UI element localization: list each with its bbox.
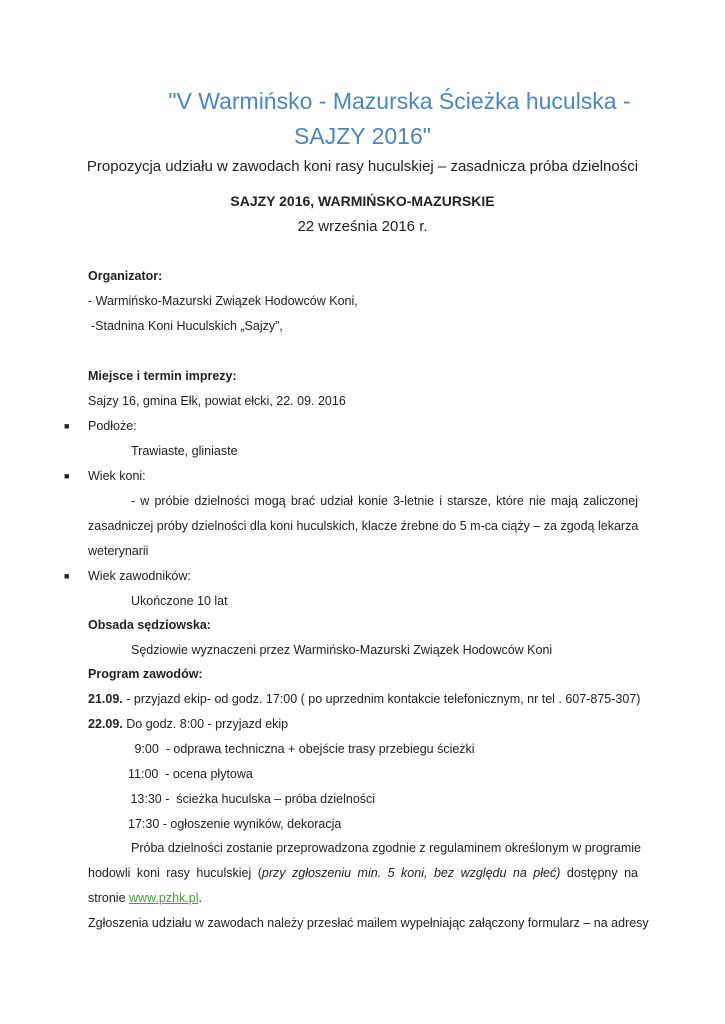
program-day-2-date: 22.09. <box>88 717 123 731</box>
rider-age-value: Ukończone 10 lat <box>131 594 228 608</box>
bullet-icon: ■ <box>64 571 70 581</box>
paragraph-line-1: Próba dzielności zostanie przeprowadzona zgodnie z regulaminem określonym w programie <box>131 841 641 855</box>
horse-age-line-2: zasadniczej próby dzielności dla koni huculskich, klacze źrebne do 5 m-ca ciąży – za zgodą lekarza <box>88 519 639 533</box>
program-day-2-text: Do godz. 8:00 - przyjazd ekip <box>122 717 289 731</box>
paragraph-line-2-start: hodowli koni rasy huculskiej ( <box>88 866 262 880</box>
ground-value: Trawiaste, gliniaste <box>131 444 238 458</box>
program-day-1-text: - przyjazd ekip- od godz. 17:00 ( po uprzednim kontakcie telefonicznym, nr tel . 607-875-307) <box>122 692 641 706</box>
program-item: 17:30 - ogłoszenie wyników, dekoracja <box>128 817 342 831</box>
horse-age-line-1: - w próbie dzielności mogą brać udział konie 3-letnie i starsze, które nie mają zaliczonej <box>131 494 638 508</box>
paragraph-line-3-end: . <box>198 891 202 905</box>
program-day-1 <box>88 692 640 706</box>
paragraph-line-3-start: stronie <box>88 891 129 905</box>
horse-age-line-3: weterynarii <box>88 544 149 558</box>
pzhk-link[interactable]: www.pzhk.pl <box>129 891 199 905</box>
event-place-heading: SAJZY 2016, WARMIŃSKO-MAZURSKIE <box>230 193 495 209</box>
registration-text: Zgłoszenia udziału w zawodach należy przesłać mailem wypełniając załączony formularz – na adresy <box>88 916 649 930</box>
event-date: 22 września 2016 r. <box>297 218 428 235</box>
program-day-1-date: 21.09. <box>88 692 123 706</box>
judges-text: Sędziowie wyznaczeni przez Warmińsko-Mazurski Związek Hodowców Koni <box>131 643 553 657</box>
program-item: 13:30 - ścieżka huculska – próba dzielności <box>127 792 376 806</box>
bullet-icon: ■ <box>64 471 70 481</box>
bullet-icon: ■ <box>64 421 70 431</box>
program-item: 11:00 - ocena płytowa <box>128 767 253 781</box>
paragraph-line-3 <box>88 891 202 905</box>
judges-heading: Obsada sędziowska: <box>88 618 211 632</box>
paragraph-line-2 <box>88 866 638 880</box>
venue-heading: Miejsce i termin imprezy: <box>88 369 237 383</box>
horse-age-label: Wiek koni: <box>88 469 146 483</box>
paragraph-line-2-end: dostępny na <box>560 866 638 880</box>
ground-label: Podłoże: <box>88 419 137 433</box>
program-item: 9:00 - odprawa techniczna + obejście trasy przebiegu ścieżki <box>131 742 475 756</box>
program-heading: Program zawodów: <box>88 667 203 681</box>
document-title-line-2: SAJZY 2016" <box>294 123 431 149</box>
organizer-heading: Organizator: <box>88 269 163 283</box>
organizer-item-2: -Stadnina Koni Huculskich „Sajzy”, <box>91 319 283 333</box>
document-subtitle: Propozycja udziału w zawodach koni rasy huculskiej – zasadnicza próba dzielności <box>86 158 639 175</box>
paragraph-line-2-italic: przy zgłoszeniu min. 5 koni, bez względu na płeć) <box>261 866 561 880</box>
document-title-line-1: "V Warmińsko - Mazurska Ścieżka huculska - <box>168 88 631 114</box>
organizer-item-1: - Warmińsko-Mazurski Związek Hodowców Koni, <box>88 294 358 308</box>
venue-text: Sajzy 16, gmina Ełk, powiat ełcki, 22. 09. 2016 <box>88 394 346 408</box>
rider-age-label: Wiek zawodników: <box>88 569 191 583</box>
program-day-2 <box>88 717 288 731</box>
